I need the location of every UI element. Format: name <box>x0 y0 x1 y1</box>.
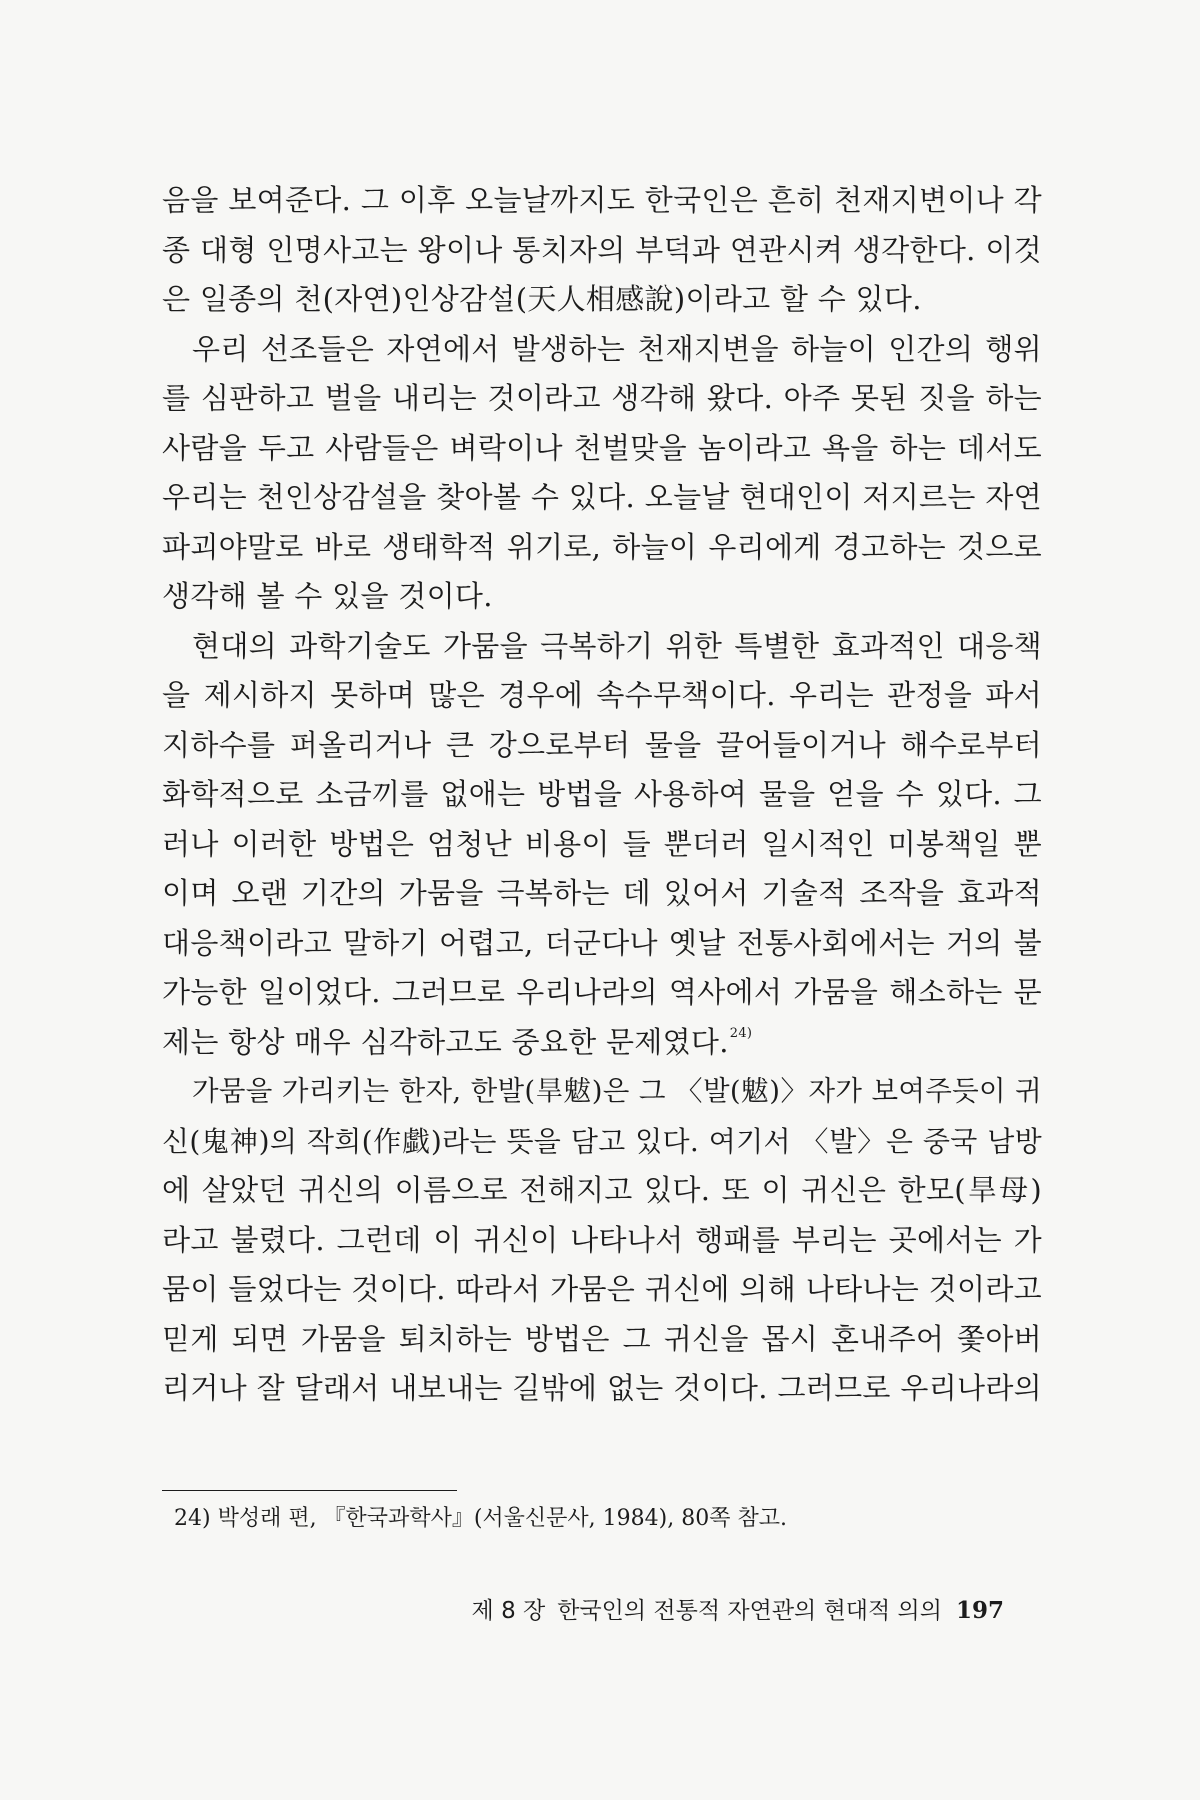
footnote-reference: 24) <box>729 1025 753 1041</box>
text-line: 지하수를 퍼올리거나 큰 강으로부터 물을 끌어들이거나 해수로부터 <box>162 727 1042 762</box>
footnote-divider <box>162 1490 457 1491</box>
text-line: 신(鬼神)의 작희(作戱)라는 뜻을 담고 있다. 여기서 〈발〉은 중국 남방 <box>162 1124 1042 1158</box>
text-line: 에 살았던 귀신의 이름으로 전해지고 있다. 또 이 귀신은 한모(旱母) <box>162 1173 1042 1207</box>
text-line: 가뭄을 가리키는 한자, 한발(旱魃)은 그 〈발(魃)〉자가 보여주듯이 귀 <box>192 1075 1042 1107</box>
text-line: 를 심판하고 벌을 내리는 것이라고 생각해 왔다. 아주 못된 짓을 하는 <box>162 381 1042 415</box>
text-line: 우리 선조들은 자연에서 발생하는 천재지변을 하늘이 인간의 행위 <box>192 331 1042 366</box>
text-line: 리거나 잘 달래서 내보내는 길밖에 없는 것이다. 그러므로 우리나라의 <box>162 1371 1042 1405</box>
paragraph <box>162 622 1042 1068</box>
text-line: 러나 이러한 방법은 엄청난 비용이 들 뿐더러 일시적인 미봉책일 뿐 <box>162 826 1042 861</box>
text-line: 라고 불렸다. 그런데 이 귀신이 나타나서 행패를 부리는 곳에서는 가 <box>162 1222 1042 1257</box>
text-line: 대응책이라고 말하기 어렵고, 더군다나 옛날 전통사회에서는 거의 불 <box>162 925 1042 960</box>
text-line: 우리는 천인상감설을 찾아볼 수 있다. 오늘날 현대인이 저지르는 자연 <box>162 480 1042 514</box>
text-line: 파괴야말로 바로 생태학적 위기로, 하늘이 우리에게 경고하는 것으로 <box>162 529 1042 564</box>
text-line: 현대의 과학기술도 가뭄을 극복하기 위한 특별한 효과적인 대응책 <box>192 628 1042 663</box>
chapter-label: 제 8 장 <box>471 1598 546 1624</box>
text-line: 가능한 일이었다. 그러므로 우리나라의 역사에서 가뭄을 해소하는 문 <box>162 975 1042 1009</box>
running-footer <box>472 1595 1004 1627</box>
paragraph <box>162 176 1042 325</box>
text-line: 제는 항상 매우 심각하고도 중요한 문제였다. <box>162 1024 729 1059</box>
text-line: 음을 보여준다. 그 이후 오늘날까지도 한국인은 흔히 천재지변이나 각 <box>162 183 1042 217</box>
text-line: 이며 오랜 기간의 가뭄을 극복하는 데 있어서 기술적 조작을 효과적 <box>162 876 1042 910</box>
body-text <box>162 176 1042 1414</box>
text-line: 믿게 되면 가뭄을 퇴치하는 방법은 그 귀신을 몹시 혼내주어 쫓아버 <box>162 1321 1042 1356</box>
paragraph <box>162 325 1042 622</box>
text-line: 뭄이 들었다는 것이다. 따라서 가뭄은 귀신에 의해 나타나는 것이라고 <box>162 1272 1042 1306</box>
text-line: 화학적으로 소금끼를 없애는 방법을 사용하여 물을 얻을 수 있다. 그 <box>162 777 1042 811</box>
footnote: 24) 박성래 편, 『한국과학사』(서울신문사, 1984), 80쪽 참고. <box>174 1506 787 1531</box>
chapter-title: 한국인의 전통적 자연관의 현대적 의의 <box>557 1598 942 1624</box>
text-line: 을 제시하지 못하며 많은 경우에 속수무책이다. 우리는 관정을 파서 <box>162 678 1042 712</box>
paragraph <box>162 1067 1042 1414</box>
text-line: 생각해 볼 수 있을 것이다. <box>162 579 493 613</box>
page-number: 197 <box>955 1597 1004 1624</box>
text-line: 은 일종의 천(자연)인상감설(天人相感說)이라고 할 수 있다. <box>162 282 922 316</box>
text-line: 사람을 두고 사람들은 벼락이나 천벌맞을 놈이라고 욕을 하는 데서도 <box>162 430 1042 465</box>
text-line: 종 대형 인명사고는 왕이나 통치자의 부덕과 연관시켜 생각한다. 이것 <box>162 232 1042 267</box>
text-line-with-footnote <box>162 1018 1042 1068</box>
